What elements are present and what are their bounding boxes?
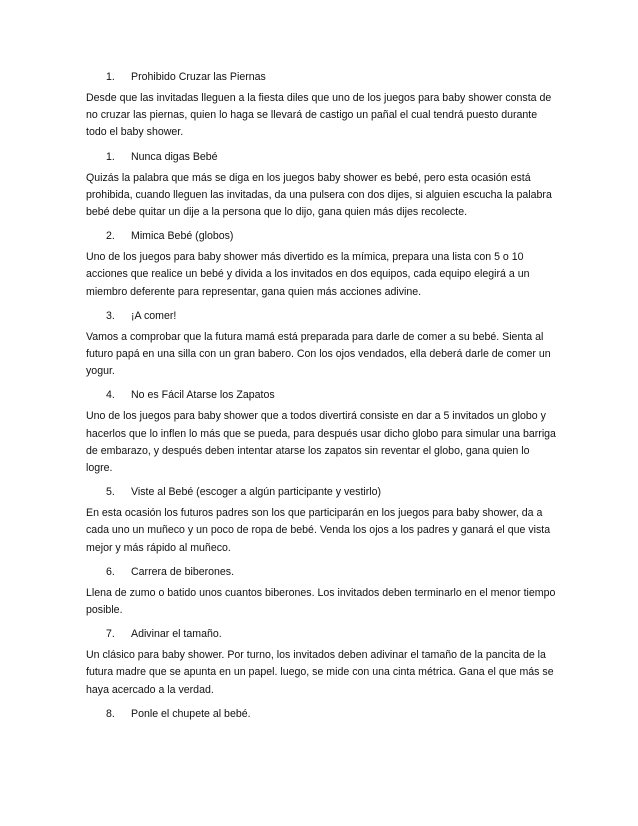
section-body: Uno de los juegos para baby shower que a todos divertirá consiste en dar a 5 invitados un globo y hacerlos que lo inflen lo más que se pueda, para después usar dicho globo para simular una barriga de embarazo, y después deben intentar atarse los zapatos sin reventar el globo, gana quien lo logre. (86, 410, 556, 475)
section-number: 6. (106, 565, 115, 578)
section-body: Llena de zumo o batido unos cuantos biberones. Los invitados deben terminarlo en el menor tiempo posible. (86, 586, 556, 617)
section-heading (106, 627, 556, 642)
section-number: 1. (106, 150, 115, 163)
section-title: Viste al Bebé (escoger a algún participante y vestirlo) (131, 486, 382, 499)
section-heading (106, 309, 556, 324)
section-heading (106, 70, 556, 85)
section-body: Desde que las invitadas lleguen a la fiesta diles que uno de los juegos para baby shower consta de no cruzar las piernas, quien lo haga se llevará de castigo un pañal el cual tendrá puesto durante todo el baby shower. (86, 92, 552, 139)
document-content (86, 70, 556, 727)
section-title: Carrera de biberones. (131, 565, 235, 578)
section-number: 8. (106, 707, 115, 720)
section-body: Un clásico para baby shower. Por turno, los invitados deben adivinar el tamaño de la pancita de la futura madre que se apunta en un papel. luego, se mide con una cinta métrica. Gana el que más se haya acercado a la verdad. (86, 649, 554, 696)
section-heading (106, 485, 556, 500)
section-heading (106, 707, 556, 722)
section-number: 2. (106, 230, 115, 243)
section-number: 7. (106, 628, 115, 641)
section-title: Adivinar el tamaño. (131, 628, 222, 641)
section-title: ¡A comer! (131, 309, 177, 322)
section-title: Prohibido Cruzar las Piernas (131, 71, 266, 83)
section-heading (106, 388, 556, 403)
section-number: 4. (106, 389, 115, 402)
section-heading (106, 150, 556, 165)
section-title: No es Fácil Atarse los Zapatos (131, 389, 275, 402)
section-title: Ponle el chupete al bebé. (131, 707, 251, 720)
section-number: 1. (106, 71, 115, 83)
section-body: Uno de los juegos para baby shower más divertido es la mímica, prepara una lista con 5 o 10 acciones que realice un bebé y divida a los invitados en dos equipos, cada equipo elegirá a un miembro deferente para representar, gana quien más acciones adivine. (86, 251, 530, 298)
section-number: 3. (106, 309, 115, 322)
section-title: Nunca digas Bebé (131, 150, 218, 163)
section-heading (106, 229, 556, 244)
section-body: En esta ocasión los futuros padres son los que participarán en los juegos para baby shower, da a cada uno un muñeco y un poco de ropa de bebé. Venda los ojos a los padres y ganará el que vista mejor y más rápido al muñeco. (86, 507, 551, 554)
section-body: Vamos a comprobar que la futura mamá está preparada para darle de comer a su bebé. Sienta al futuro papá en una silla con un gran babero. Con los ojos vendados, ella deberá darle de comer un yogur. (86, 330, 551, 378)
section-heading (106, 565, 556, 580)
section-body: Quizás la palabra que más se diga en los juegos baby shower es bebé, pero esta ocasión está prohibida, cuando lleguen las invitadas, da una pulsera con dos dijes, si alguien escucha la palabra bebé debe quitar un dije a la persona que lo dijo, gana quien más dijes recolecte. (86, 171, 552, 219)
section-title: Mimica Bebé (globos) (131, 230, 234, 243)
section-number: 5. (106, 486, 115, 499)
